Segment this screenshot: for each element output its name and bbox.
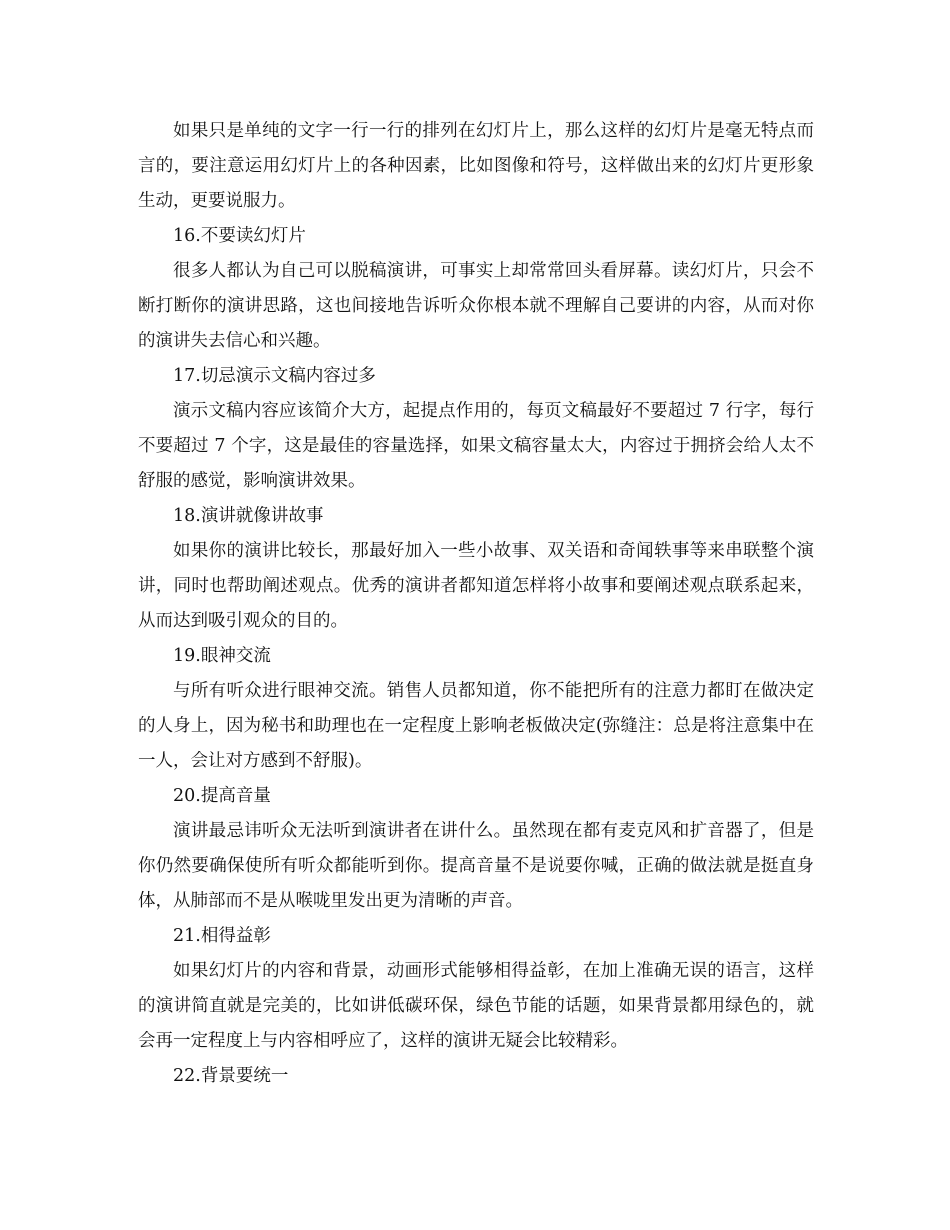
heading-19: 19.眼神交流 bbox=[173, 646, 271, 666]
paragraph-18: 如果你的演讲比较长，那最好加入一些小故事、双关语和奇闻轶事等来串联整个演讲，同时也帮助阐述观点。优秀的演讲者都知道怎样将小故事和要阐述观点联系起来，从而达到吸引观众的目的。 bbox=[138, 541, 814, 631]
heading-22: 22.背景要统一 bbox=[173, 1066, 289, 1086]
paragraph-16: 很多人都认为自己可以脱稿演讲，可事实上却常常回头看屏幕。读幻灯片，只会不断打断你的演讲思路，这也间接地告诉听众你根本就不理解自己要讲的内容，从而对你的演讲失去信心和兴趣。 bbox=[138, 261, 814, 351]
heading-17: 17.切忌演示文稿内容过多 bbox=[173, 366, 376, 386]
heading-21: 21.相得益彰 bbox=[173, 926, 271, 946]
paragraph-20: 演讲最忌讳听众无法听到演讲者在讲什么。虽然现在都有麦克风和扩音器了，但是你仍然要确保使所有听众都能听到你。提高音量不是说要你喊，正确的做法就是挺直身体，从肺部而不是从喉咙里发出更为清晰的声音。 bbox=[138, 821, 814, 911]
paragraph-17: 演示文稿内容应该简介大方，起提点作用的，每页文稿最好不要超过 7 行字，每行不要超过 7 个字，这是最佳的容量选择，如果文稿容量太大，内容过于拥挤会给人太不舒服的感觉，影响演讲效果。 bbox=[138, 401, 814, 491]
paragraph-21: 如果幻灯片的内容和背景，动画形式能够相得益彰，在加上准确无误的语言，这样的演讲简直就是完美的，比如讲低碳环保，绿色节能的话题，如果背景都用绿色的，就会再一定程度上与内容相呼应了，这样的演讲无疑会比较精彩。 bbox=[138, 961, 814, 1051]
heading-18: 18.演讲就像讲故事 bbox=[173, 506, 324, 526]
heading-16: 16.不要读幻灯片 bbox=[173, 226, 306, 246]
paragraph-19: 与所有听众进行眼神交流。销售人员都知道，你不能把所有的注意力都盯在做决定的人身上，因为秘书和助理也在一定程度上影响老板做决定(弥缝注：总是将注意集中在一人，会让对方感到不舒服)。 bbox=[138, 681, 814, 771]
document-page bbox=[138, 114, 814, 1094]
paragraph-images-symbols: 如果只是单纯的文字一行一行的排列在幻灯片上，那么这样的幻灯片是毫无特点而言的，要注意运用幻灯片上的各种因素，比如图像和符号，这样做出来的幻灯片更形象生动，更要说服力。 bbox=[138, 121, 814, 211]
heading-20: 20.提高音量 bbox=[173, 786, 271, 806]
